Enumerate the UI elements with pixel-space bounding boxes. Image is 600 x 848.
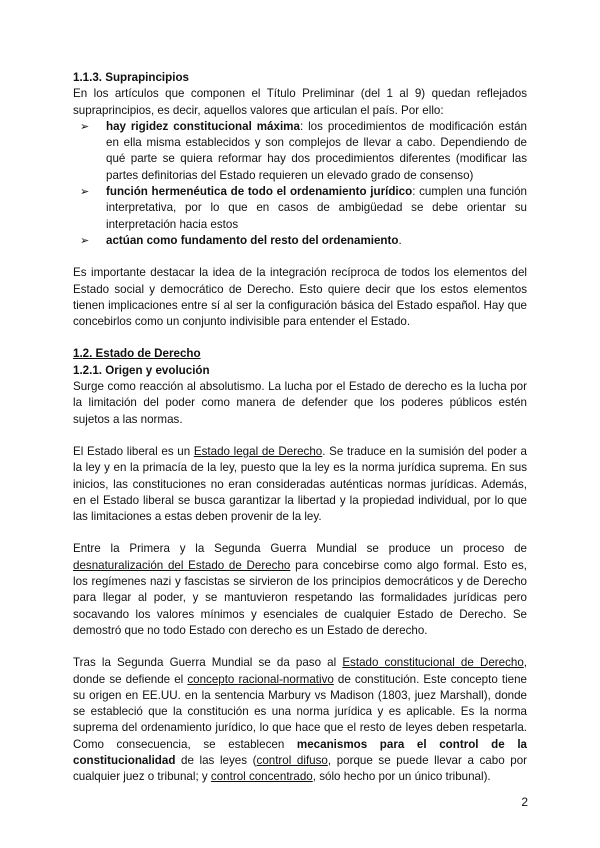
list-item bbox=[80, 119, 527, 184]
list-item-bold: función hermenéutica de todo el ordenamiento jurídico bbox=[106, 185, 413, 199]
origin-paragraph: Surge como reacción al absolutismo. La lucha por el Estado de derecho es la lucha por la limitación del poder como manera de defender que los poderes públicos estén sujetos a las normas. bbox=[73, 380, 527, 426]
arrow-bullet-icon: ➢ bbox=[80, 120, 90, 133]
list-item-bold: actúan como fundamento del resto del ordenamiento bbox=[106, 233, 399, 247]
underlined-term: control concentrado bbox=[210, 770, 313, 784]
section-heading-suprapincipios: 1.1.3. Suprapincipios bbox=[73, 71, 189, 84]
page-number: 2 bbox=[521, 795, 528, 809]
principles-list bbox=[73, 119, 527, 249]
underlined-term: concepto racional-normativo bbox=[187, 672, 334, 686]
page-content bbox=[73, 70, 527, 786]
subsection-heading-origen: 1.2.1. Origen y evolución bbox=[73, 363, 210, 377]
underlined-term: Estado constitucional de Derecho bbox=[342, 656, 524, 670]
list-item bbox=[80, 184, 528, 233]
underlined-term: desnaturalización del Estado de Derecho bbox=[73, 558, 291, 572]
section-heading-estado-de-derecho: 1.2. Estado de Derecho bbox=[73, 347, 201, 361]
list-item-bold: hay rigidez constitucional máxima bbox=[106, 119, 300, 133]
intro-paragraph: En los artículos que componen el Título Preliminar (del 1 al 9) quedan reflejados supraprincipios, es decir, aquellos valores que articulan el país. Por ello: bbox=[73, 87, 527, 117]
integration-paragraph: Es importante destacar la idea de la integración recíproca de todos los elementos del Estado social y democrático de Derecho. Esto quiere decir que los estos elementos tienen implicaciones entre sí al ser la configuración básica del Estado español. Hay que concebirlos como un conjunto indivisible para entender el Estado. bbox=[73, 266, 527, 329]
underlined-term: control difuso bbox=[256, 753, 328, 767]
liberal-state-paragraph: El Estado liberal es un Estado legal de Derecho. Se traduce en la sumisión del poder a la ley y en la primacía de la ley, puesto que la ley es la norma jurídica suprema. En sus inicios, las constituciones no eran consideradas auténticas normas jurídicas. Además, en el Estado liberal se busca garantizar la libertad y la propiedad individual, por lo que las limitaciones a estas deben provenir de la ley. bbox=[73, 444, 527, 524]
list-item-text: . bbox=[398, 233, 402, 247]
bold-term: mecanismos para el control de la constitucionalidad bbox=[73, 737, 527, 767]
arrow-bullet-icon: ➢ bbox=[80, 186, 90, 199]
interwar-paragraph: Entre la Primera y la Segunda Guerra Mundial se produce un proceso de desnaturalización del Estado de Derecho para concebirse como algo formal. Esto es, los regímenes nazi y fascistas se sirvieron de los principios democráticos y de Derecho para llegar al poder, y se mantuvieron respetando las formalidades jurídicas pero socavando los valores mínimos y esenciales de cualquier Estado de Derecho. Se demostró que no todo Estado con derecho es un Estado de derecho. bbox=[73, 542, 528, 637]
list-item-text: : los procedimientos de modificación están en ella misma establecidos y son complejos de llevar a cabo. Dependiendo de qué parte se quiera reformar hay dos procedimientos diferentes (modificar las partes definitorias del Estado requieren un elevado grado de consenso) bbox=[106, 119, 527, 182]
underlined-term: Estado legal de Derecho bbox=[193, 444, 323, 458]
list-item bbox=[80, 233, 527, 249]
arrow-bullet-icon: ➢ bbox=[80, 234, 90, 247]
constitutional-state-paragraph: Tras la Segunda Guerra Mundial se da paso al Estado constitucional de Derecho, donde se defiende el concepto racional-normativo de constitución. Este concepto tiene su origen en EE.UU. en la sentencia Marbury vs Madison (1803, juez Marshall), donde se estableció que la constitución es una norma jurídica y es aplicable. Es la norma suprema del ordenamiento jurídico, lo que hace que el resto de leyes deben respetarla. Como consecuencia, se establecen mecanismos para el control de la constitucionalidad de las leyes (control difuso, porque se puede llevar a cabo por cualquier juez o tribunal; y control concentrado, sólo hecho por un único tribunal). bbox=[73, 656, 528, 784]
list-item-text: : cumplen una función interpretativa, por lo que en casos de ambigüedad se debe orientar su interpretación hacia estos bbox=[106, 185, 528, 231]
